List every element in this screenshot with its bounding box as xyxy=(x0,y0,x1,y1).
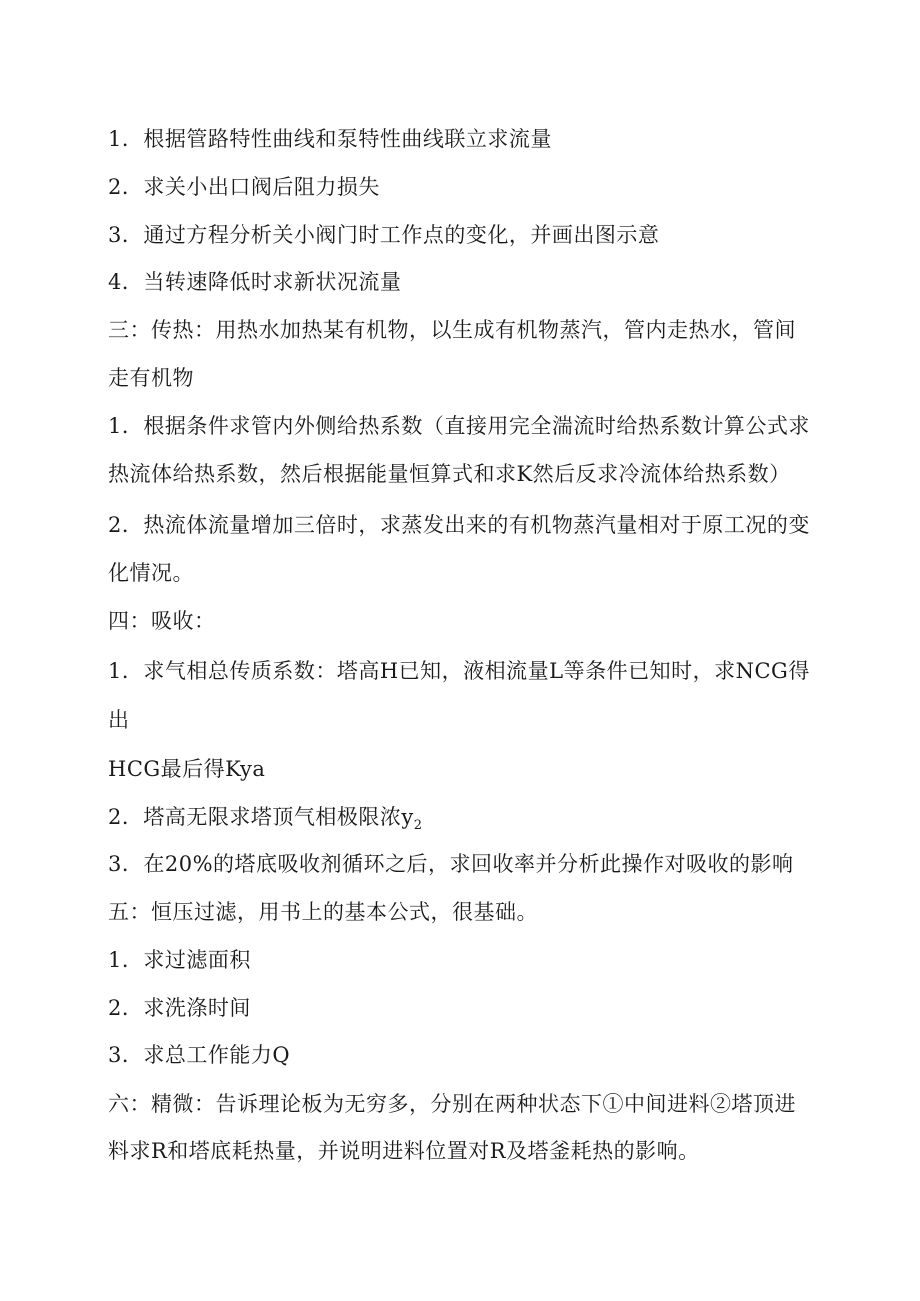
text-line: 1．根据管路特性曲线和泵特性曲线联立求流量 xyxy=(108,127,552,151)
text-line: 2．塔高无限求塔顶气相极限浓y xyxy=(108,805,414,829)
text-line: 2．热流体流量增加三倍时，求蒸发出来的有机物蒸汽量相对于原工况的变 xyxy=(108,513,810,537)
text-line: 1．根据条件求管内外侧给热系数（直接用完全湍流时给热系数计算公式求 xyxy=(108,414,810,438)
section-heading-heat-transfer: 三：传热：用热水加热某有机物，以生成有机物蒸汽，管内走热水，管间 xyxy=(108,318,796,342)
text-line: 走有机物 xyxy=(108,366,194,390)
text-line: 料求R和塔底耗热量，并说明进料位置对R及塔釜耗热的影响。 xyxy=(108,1139,700,1163)
section-heading-filtration: 五：恒压过滤，用书上的基本公式，很基础。 xyxy=(108,900,538,924)
subscript: 2 xyxy=(413,818,423,833)
text-line: 出 xyxy=(108,708,130,732)
text-line: 1．求过滤面积 xyxy=(108,948,251,972)
text-line: 2．求关小出口阀后阻力损失 xyxy=(108,175,380,199)
section-heading-absorption: 四：吸收： xyxy=(108,609,216,633)
text-line: 3．通过方程分析关小阀门时工作点的变化，并画出图示意 xyxy=(108,223,660,247)
text-line: 化情况。 xyxy=(108,561,194,585)
text-line: HCG最后得Kya xyxy=(108,757,266,781)
text-line: 3．求总工作能力Q xyxy=(108,1043,291,1067)
text-line: 热流体给热系数，然后根据能量恒算式和求K然后反求冷流体给热系数） xyxy=(108,462,791,486)
text-line-with-subscript xyxy=(108,803,423,840)
text-line: 2．求洗涤时间 xyxy=(108,996,251,1020)
text-line: 1．求气相总传质系数：塔高H已知，液相流量L等条件已知时，求NCG得 xyxy=(108,659,810,683)
section-heading-distillation: 六：精微：告诉理论板为无穷多，分别在两种状态下①中间进料②塔顶进 xyxy=(108,1092,796,1116)
text-line: 3．在20%的塔底吸收剂循环之后，求回收率并分析此操作对吸收的影响 xyxy=(108,852,794,876)
text-line: 4．当转速降低时求新状况流量 xyxy=(108,270,402,294)
